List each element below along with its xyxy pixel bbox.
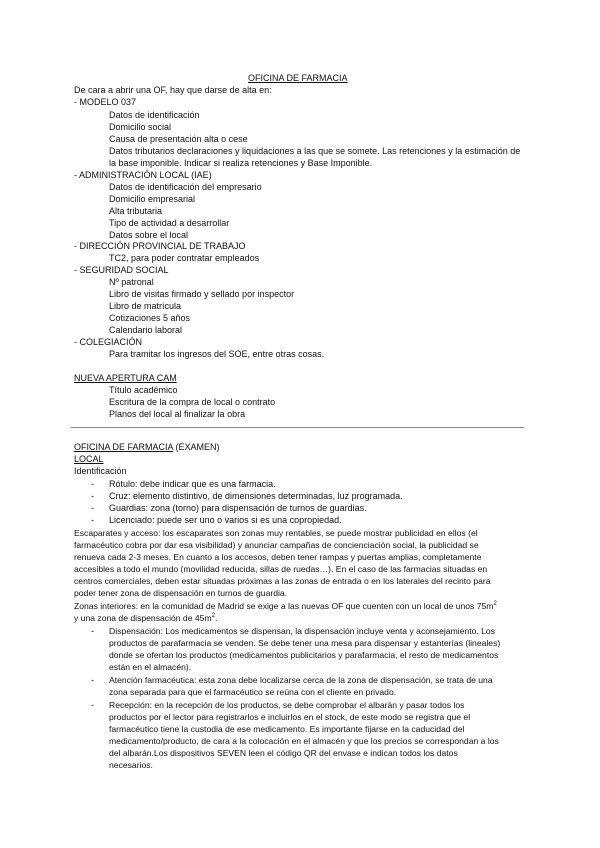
dispensacion-line: productos de parafarmacia se venden. Se debe tener una mesa para dispensar y estanterías (lineales) <box>109 638 501 648</box>
escaparates-line: Escaparates y acceso: los escaparates son zonas muy rentables, se puede mostrar publicidad en ellos (el <box>74 528 478 538</box>
modelo-heading: - MODELO 037 <box>74 97 137 107</box>
recepcion-line: medicamento/producto, de cara a la colocación en el almacén y que los precios se correspondan a los <box>109 736 499 746</box>
section1-intro: De cara a abrir una OF, hay que darse de alta en: <box>74 85 272 95</box>
bullet-dash: - <box>91 675 94 685</box>
nueva-apertura-item: Escritura de la compra de local o contrato <box>109 397 276 407</box>
section2-title-suffix: (EXAMEN) <box>173 442 220 452</box>
seguridad-item: Nº patronal <box>109 277 154 287</box>
zonas-line: y una zona de dispensación de $45m^2$. <box>74 613 218 623</box>
colegiacion-heading: - COLEGIACIÓN <box>74 337 143 347</box>
section2-title-main: OFICINA DE FARMACIA <box>74 442 174 452</box>
iae-item: Alta tributaria <box>109 206 163 216</box>
bullet-item: Guardias: zona (torno) para dispensación de turnos de guardias. <box>109 503 367 513</box>
modelo-item: Domicilio social <box>109 122 172 132</box>
atencion-line: Atención farmacéutica: esta zona debe localizarse cerca de la zona de dispensación, se trata de una <box>109 675 493 685</box>
recepcion-line: necesarios. <box>109 760 153 770</box>
section2-title <box>74 442 220 453</box>
bullet-dash: - <box>91 479 94 489</box>
bullet-item: Licenciado: puede ser uno o varios si es una copropiedad. <box>109 515 342 525</box>
escaparates-line: farmacéutico cobra por dar esa visibilidad) y anunciar campañas de concienciación social, la publicidad se <box>74 540 479 550</box>
modelo-item: la base imponible. Indicar si realiza retenciones y Base Imponible. <box>109 158 373 168</box>
escaparates-line: centros comerciales, deben estar situadas próximas a las zonas de entrada o en los laterales del recinto para <box>74 576 491 586</box>
section-divider <box>71 427 524 428</box>
atencion-line: zona separada para que el farmacéutico se reúna con el cliente en privado. <box>109 687 397 697</box>
zonas-line <box>74 601 497 612</box>
section1-title: OFICINA DE FARMACIA <box>248 73 348 83</box>
seguridad-item: Libro de matrícula <box>109 301 182 311</box>
zonas-text: y una zona de dispensación de 45m <box>74 613 212 623</box>
bullet-dash: - <box>91 626 94 636</box>
escaparates-line: renueva cada 2-3 meses. En cuanto a los accesos, deben tener rampas y puertas amplias, completamente <box>74 552 482 562</box>
local-heading: LOCAL <box>74 454 104 464</box>
dispensacion-line: Dispensación: Los medicamentos se dispensan, la dispensación incluye venta y aconsejamiento. Los <box>109 626 495 636</box>
dispensacion-line: donde se ofertan los productos (medicamentos publicitarios y parafarmacia, el resto de medicamentos <box>109 650 499 660</box>
escaparates-line: poder tener zona de dispensación en turnos de guardia. <box>74 588 288 598</box>
escaparates-line: accesibles a todo el mundo (movilidad reducida, sillas de ruedas…). En el caso de las farmacias situadas en <box>74 564 488 574</box>
bullet-item: Cruz: elemento distintivo, de dimensiones determinadas, luz programada. <box>109 491 403 501</box>
dispensacion-line: están en el almacén). <box>109 662 192 672</box>
iae-item: Domicilio empresarial <box>109 194 196 204</box>
zonas-text: Zonas interiores: en la comunidad de Madrid se exige a las nuevas OF que cuenten con un local de unos 75m <box>74 601 494 611</box>
nueva-apertura-item: Título académico <box>109 385 178 395</box>
nueva-apertura-heading: NUEVA APERTURA CAM <box>74 373 177 383</box>
bullet-dash: - <box>91 515 94 525</box>
superscript: 2 <box>211 613 215 620</box>
seguridad-item: Cotizaciones 5 años <box>109 313 191 323</box>
colegiacion-item: Para tramitar los ingresos del SOE, entre otras cosas. <box>109 349 325 359</box>
seguridad-item: Calendario laboral <box>109 325 183 335</box>
iae-item: Tipo de actividad a desarrollar <box>109 218 230 228</box>
nueva-apertura-item: Planos del local al finalizar la obra <box>109 409 246 419</box>
iae-heading: - ADMINISTRACIÓN LOCAL (IAE) <box>74 170 212 180</box>
bullet-dash: - <box>91 503 94 513</box>
trabajo-heading: - DIRECCIÓN PROVINCIAL DE TRABAJO <box>74 241 246 251</box>
seguridad-heading: - SEGURIDAD SOCIAL <box>74 265 169 275</box>
iae-item: Datos sobre el local <box>109 230 189 240</box>
superscript: 2 <box>493 601 497 608</box>
seguridad-item: Libro de visitas firmado y sellado por inspector <box>109 289 295 299</box>
recepcion-line: del albarán.Los dispositivos SEVEN leen el código QR del envase e indican todos los datos <box>109 748 458 758</box>
recepcion-line: productos por el lector para registrarlos e incluirlos en el stock, de este modo se registra que el <box>109 712 471 722</box>
bullet-item: Rótulo: debe indicar que es una farmacia. <box>109 479 276 489</box>
recepcion-line: Recepción: en la recepción de los productos, se debe comprobar el albarán y pasar todos los <box>109 700 465 710</box>
modelo-item: Datos tributarios declaraciones y liquidaciones a las que se somete. Las retenciones y la estimación de <box>109 146 521 156</box>
modelo-item: Datos de identificación <box>109 110 200 120</box>
bullet-dash: - <box>91 700 94 710</box>
modelo-item: Causa de presentación alta o cese <box>109 134 248 144</box>
trabajo-item: TC2, para poder contratar empleados <box>109 253 260 263</box>
recepcion-line: farmacéutico tiene la custodia de ese medicamento. Es importante fijarse en la caducidad del <box>109 724 465 734</box>
bullet-dash: - <box>91 491 94 501</box>
iae-item: Datos de identificación del empresario <box>109 182 262 192</box>
identificacion-heading: Identificación <box>74 466 127 476</box>
